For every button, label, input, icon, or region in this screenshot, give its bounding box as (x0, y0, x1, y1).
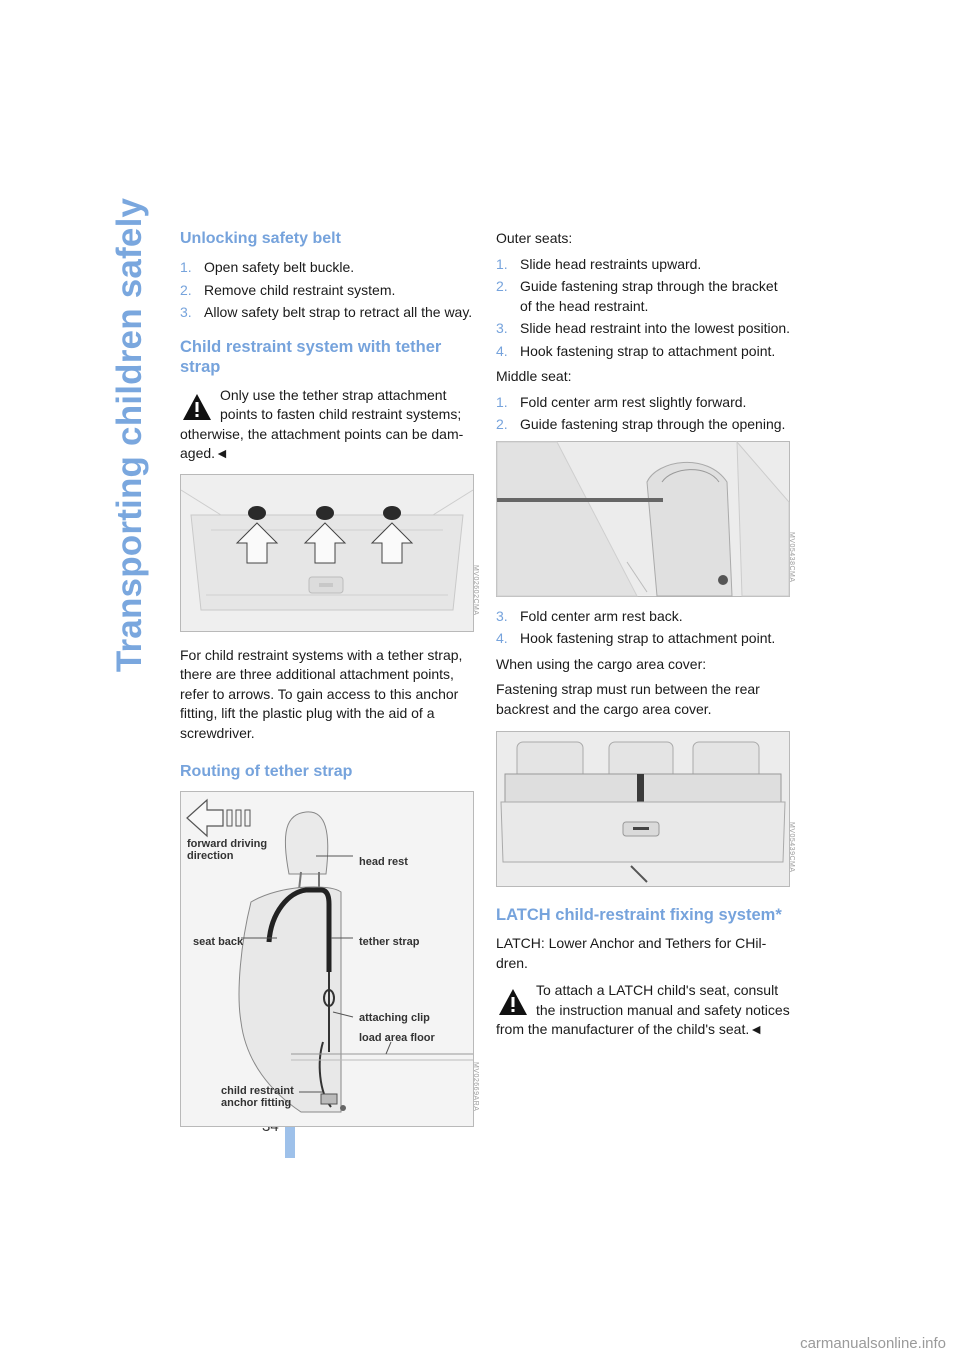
list-item: 1. Open safety belt buckle. (180, 259, 355, 275)
list-item: 2. Guide fastening strap through the opening. (496, 416, 786, 432)
right-column (496, 229, 795, 1050)
label-seat-back: seat back (193, 936, 244, 948)
left-column (180, 229, 479, 1127)
figure-code: MV02669ARA (472, 1062, 479, 1112)
list-item: 1. Slide head restraints upward. (496, 255, 702, 272)
tether-heading: Child restraint system with tether strap (180, 337, 442, 376)
list-item: 3. Allow safety belt strap to retract all the way. (180, 304, 473, 320)
label-attaching-clip: attaching clip (359, 1012, 430, 1024)
chapter-side-title (108, 197, 152, 673)
list-item: 1. Fold center arm rest slightly forward. (496, 393, 747, 410)
list-item: 2. Remove child restraint system. (180, 281, 396, 298)
tether-warning-text: Only use the tether strap attachment points to fasten child restraint systems; otherwise, the attachment points can be dam-aged.◄ (180, 386, 464, 461)
unlocking-heading: Unlocking safety belt (180, 230, 341, 247)
label-load-area-floor: load area floor (359, 1032, 435, 1044)
outer-seats-steps (496, 255, 792, 362)
latch-warning (496, 981, 792, 1040)
figure-code: MV02602CMA (472, 564, 479, 616)
label-tether-strap: tether strap (359, 936, 420, 948)
armrest-illustration (497, 442, 789, 596)
latch-heading: LATCH child-restraint fixing system* (496, 906, 782, 924)
latch-intro: LATCH: Lower Anchor and Tethers for CHil-dren. (496, 935, 767, 971)
tether-paragraph: For child restraint systems with a tether strap, there are three additional attachment points, refer to arrows. To gain access to this anchor fitting, lift the plastic plug with the aid of a screwdriver. (180, 646, 463, 741)
site-watermark: carmanualsonline.info (800, 1335, 946, 1352)
anchor-points-figure (180, 474, 479, 632)
tether-warning (180, 386, 476, 464)
middle-seat-steps (496, 393, 792, 435)
cargo-cover-figure (496, 731, 795, 887)
outer-seats-label: Outer seats: (496, 230, 573, 246)
tether-routing-figure (180, 791, 479, 1127)
cargo-floor-illustration (181, 475, 473, 631)
figure-code: MV05438CMA (788, 531, 795, 583)
warning-icon (182, 392, 212, 422)
middle-seat-label: Middle seat: (496, 368, 572, 384)
label-anchor-fitting: child restraint anchor fitting (221, 1085, 294, 1109)
chapter-title-text: Transporting children safely (110, 197, 150, 673)
list-item: 3. Slide head restraint into the lowest position. (496, 320, 791, 336)
list-item: 4. Hook fastening strap to attachment point. (496, 342, 776, 359)
cargo-cover-label: When using the cargo area cover: (496, 655, 707, 672)
figure-code: MV05439CMA (788, 822, 795, 873)
list-item: 3. Fold center arm rest back. (496, 607, 683, 624)
latch-warning-text: To attach a LATCH child's seat, consult the instruction manual and safety notices from the manufacturer of the child's seat.◄ (496, 982, 790, 1037)
cargo-cover-text: Fastening strap must run between the rear backrest and the cargo area cover. (496, 681, 760, 717)
list-item: 2. Guide fastening strap through the bracket of the head restraint. (496, 278, 778, 314)
warning-icon (498, 987, 528, 1017)
armrest-figure (496, 441, 795, 597)
label-forward-direction: forward driving direction (187, 838, 268, 862)
middle-seat-steps-continued (496, 607, 792, 649)
routing-heading: Routing of tether strap (180, 763, 353, 780)
unlocking-steps (180, 258, 476, 323)
list-item: 4. Hook fastening strap to attachment point. (496, 630, 776, 646)
label-head-rest: head rest (359, 856, 408, 868)
cargo-cover-illustration (497, 732, 789, 886)
